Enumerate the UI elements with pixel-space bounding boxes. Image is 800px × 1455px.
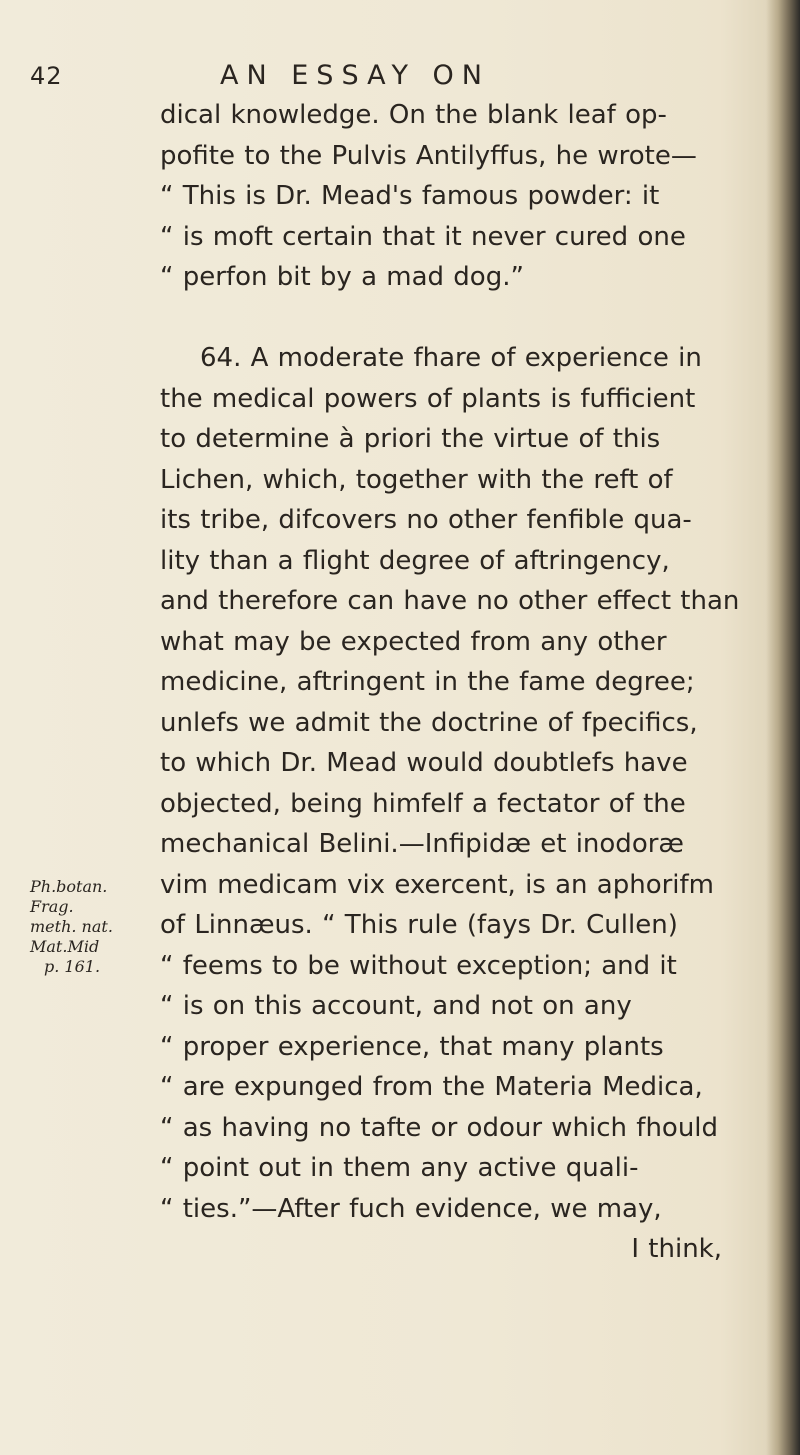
text-line: “ proper experience, that many plants	[160, 1031, 664, 1062]
text-line: lity than a flight degree of aftringency,	[160, 545, 670, 576]
text-line: pofite to the Pulvis Antilyffus, he wrote—	[160, 140, 697, 171]
margin-note: Ph.botan.	[30, 877, 108, 896]
text-line: the medical powers of plants is fufficient	[160, 383, 696, 414]
text-line: “ point out in them any active quali-	[160, 1153, 639, 1183]
paragraph-gap	[160, 298, 760, 339]
running-title: AN ESSAY ON	[220, 60, 490, 91]
text-line: to which Dr. Mead would doubtlefs have	[160, 748, 688, 778]
text-line: its tribe, difcovers no other fenfible qua-	[160, 505, 692, 535]
text-line: vim medicam vix exercent, is an aphorifm	[160, 869, 714, 900]
margin-note: Mat.Mid	[30, 937, 100, 956]
margin-notes	[30, 877, 160, 977]
text-line: “ This is Dr. Mead's famous powder: it	[160, 181, 660, 211]
body-text	[160, 95, 760, 1270]
text-line: mechanical Belini.—Infipidæ et inodoræ	[160, 829, 684, 859]
text-line: medicine, aftringent in the fame degree;	[160, 667, 695, 697]
text-line: “ is moft certain that it never cured one	[160, 221, 686, 252]
margin-note: Frag.	[30, 897, 74, 916]
margin-note: meth. nat.	[30, 917, 113, 936]
text-line: what may be expected from any other	[160, 626, 667, 657]
text-line: “ perfon bit by a mad dog.”	[160, 262, 524, 292]
margin-note: p. 161.	[44, 957, 101, 976]
text-line: objected, being himfelf a fectator of the	[160, 788, 686, 819]
page-edge-shadow	[766, 0, 800, 1455]
text-line: “ ties.”—After fuch evidence, we may,	[160, 1193, 662, 1224]
paragraph-start-line: 64. A moderate fhare of experience in	[200, 343, 702, 373]
text-line: “ is on this account, and not on any	[160, 991, 632, 1021]
text-line: dical knowledge. On the blank leaf op-	[160, 100, 667, 130]
text-line: and therefore can have no other effect than	[160, 586, 740, 616]
text-line: to determine à priori the virtue of this	[160, 424, 661, 454]
text-line: “ feems to be without exception; and it	[160, 950, 677, 981]
text-line: “ are expunged from the Materia Medica,	[160, 1072, 703, 1102]
catchword-line: I think,	[631, 1234, 722, 1264]
text-line: Lichen, which, together with the reft of	[160, 464, 673, 495]
text-line: “ as having no tafte or odour which fhould	[160, 1112, 719, 1143]
text-line: of Linnæus. “ This rule (fays Dr. Cullen)	[160, 910, 678, 940]
text-line: unlefs we admit the doctrine of fpecifics,	[160, 707, 698, 738]
page-number: 42	[30, 62, 63, 90]
